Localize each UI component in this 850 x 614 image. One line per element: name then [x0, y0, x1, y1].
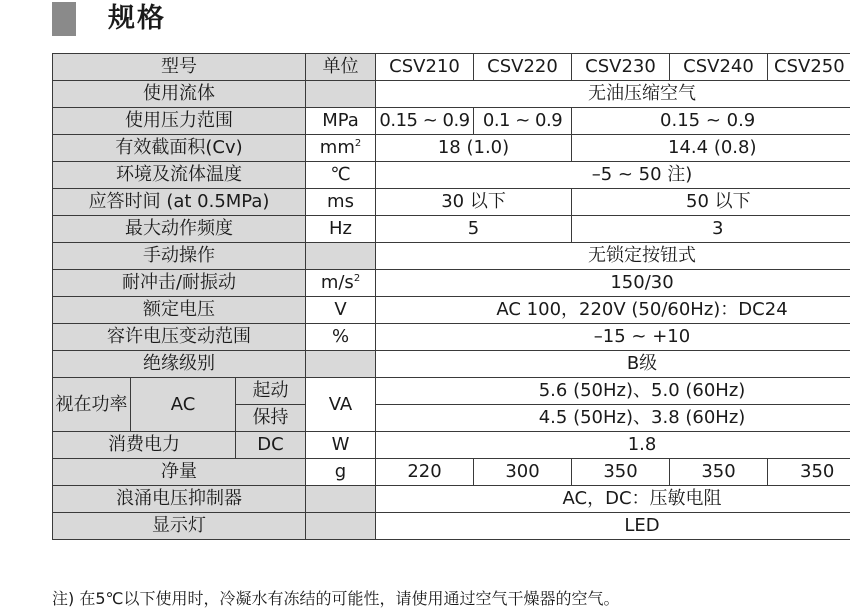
table-row-apparent-power-inrush: [53, 378, 850, 405]
value-cell: 5: [376, 216, 572, 243]
row-label-fluid: 使用流体: [53, 81, 306, 108]
table-row-fluid: [53, 81, 850, 108]
table-row-voltage: [53, 297, 850, 324]
unit-cell: V: [306, 297, 376, 324]
value-cell: 无油压缩空气: [376, 81, 850, 108]
weight-cell: 350: [768, 459, 850, 486]
row-label-model: 型号: [53, 54, 306, 81]
unit-cell: VA: [306, 378, 376, 432]
row-label-insulation: 绝缘级别: [53, 351, 306, 378]
value-cell: 50 以下: [572, 189, 850, 216]
row-label-indicator: 显示灯: [53, 513, 306, 540]
footnote: 注) 在5℃以下使用时，冷凝水有冻结的可能性，请使用通过空气干燥器的空气。: [52, 589, 620, 608]
value-cell: AC，DC：压敏电阻: [376, 486, 850, 513]
value-cell: 18 (1.0): [376, 135, 572, 162]
sub-label-inrush: 起动: [236, 378, 306, 405]
value-cell: 1.8: [376, 432, 850, 459]
table-row-cv: [53, 135, 850, 162]
table-row-weight: [53, 459, 850, 486]
spec-table-wrapper: [52, 53, 850, 579]
model-cell: CSV210: [376, 54, 474, 81]
table-row-voltage-range: [53, 324, 850, 351]
unit-cell-empty: [306, 486, 376, 513]
row-label-frequency: 最大动作频度: [53, 216, 306, 243]
table-row-shock: [53, 270, 850, 297]
value-cell: 3: [572, 216, 850, 243]
weight-cell: 300: [474, 459, 572, 486]
unit-cell: $m/s^2$: [306, 270, 376, 297]
row-label-manual: 手动操作: [53, 243, 306, 270]
unit-cell-empty: [306, 513, 376, 540]
table-row-indicator: [53, 513, 850, 540]
unit-cell: ms: [306, 189, 376, 216]
weight-cell: 350: [572, 459, 670, 486]
sub-label-hold: 保持: [236, 405, 306, 432]
spec-table: [52, 53, 850, 540]
table-row-response: [53, 189, 850, 216]
value-cell: –15 ~ +10: [376, 324, 850, 351]
table-row-manual: [53, 243, 850, 270]
current-type-ac: AC: [131, 378, 236, 432]
value-cell: 0.15 ~ 0.9: [572, 108, 850, 135]
table-row-temperature: [53, 162, 850, 189]
unit-cell: %: [306, 324, 376, 351]
row-label-response: 应答时间 (at 0.5MPa): [53, 189, 306, 216]
row-label-voltage: 额定电压: [53, 297, 306, 324]
model-cell: CSV230: [572, 54, 670, 81]
row-label-temperature: 环境及流体温度: [53, 162, 306, 189]
unit-cell: g: [306, 459, 376, 486]
value-cell: –5 ~ 50 注): [376, 162, 850, 189]
table-row-model: [53, 54, 850, 81]
row-label-pressure: 使用压力范围: [53, 108, 306, 135]
row-label-cv: 有效截面积(Cv): [53, 135, 306, 162]
value-cell: 30 以下: [376, 189, 572, 216]
row-label-surge: 浪涌电压抑制器: [53, 486, 306, 513]
table-row-surge: [53, 486, 850, 513]
table-row-power: [53, 432, 850, 459]
model-cell: CSV240: [670, 54, 768, 81]
value-cell: 150/30: [376, 270, 850, 297]
unit-cell: ℃: [306, 162, 376, 189]
row-label-apparent-power: 视在功率: [53, 378, 131, 432]
value-cell: 无锁定按钮式: [376, 243, 850, 270]
weight-cell: 350: [670, 459, 768, 486]
value-cell: LED: [376, 513, 850, 540]
unit-cell-empty: [306, 243, 376, 270]
header-unit: 单位: [306, 54, 376, 81]
value-cell: 4.5 (50Hz)、3.8 (60Hz): [376, 405, 850, 432]
heading-marker: [52, 2, 76, 36]
section-heading: [52, 0, 352, 38]
unit-cell-empty: [306, 81, 376, 108]
model-cell: CSV220: [474, 54, 572, 81]
page-title: 规格: [108, 3, 166, 34]
unit-cell: Hz: [306, 216, 376, 243]
table-row-frequency: [53, 216, 850, 243]
row-label-shock: 耐冲击/耐振动: [53, 270, 306, 297]
table-row-insulation: [53, 351, 850, 378]
model-cell: CSV250: [768, 54, 850, 81]
weight-cell: 220: [376, 459, 474, 486]
row-label-power: 消费电力: [53, 432, 236, 459]
unit-cell-empty: [306, 351, 376, 378]
value-cell: 5.6 (50Hz)、5.0 (60Hz): [376, 378, 850, 405]
unit-cell: W: [306, 432, 376, 459]
unit-cell: MPa: [306, 108, 376, 135]
value-cell: 0.1 ~ 0.9: [474, 108, 572, 135]
row-label-voltage-range: 容许电压变动范围: [53, 324, 306, 351]
value-cell: 14.4 (0.8): [572, 135, 850, 162]
table-row-pressure: [53, 108, 850, 135]
unit-cell: $mm^2$: [306, 135, 376, 162]
value-cell: AC 100，220V (50/60Hz)：DC24: [376, 297, 850, 324]
value-cell: 0.15 ~ 0.9: [376, 108, 474, 135]
value-cell: B级: [376, 351, 850, 378]
row-label-weight: 净量: [53, 459, 306, 486]
current-type-dc: DC: [236, 432, 306, 459]
